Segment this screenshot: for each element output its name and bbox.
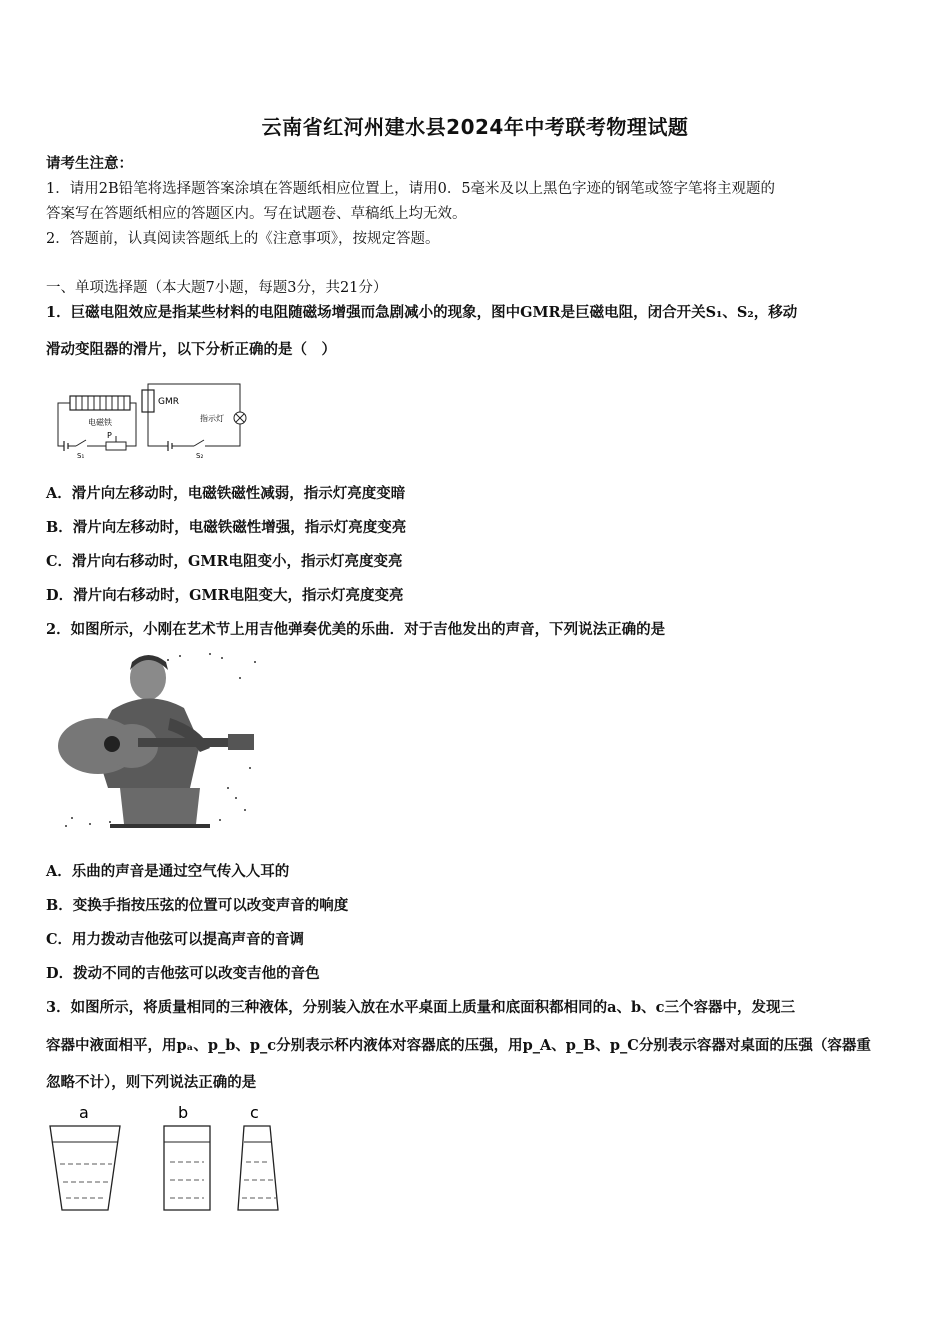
containers-figure bbox=[46, 1100, 286, 1215]
q2-option-c: C．用力拨动吉他弦可以提高声音的音调 bbox=[46, 931, 305, 948]
q1-circuit-diagram bbox=[50, 378, 260, 464]
notice-line-1: 1．请用2B铅笔将选择题答案涂填在答题纸相应位置上，请用0．5毫米及以上黑色字迹的钢笔或签字笔将主观题的 bbox=[46, 181, 776, 197]
q3-stem-line2: 容器中液面相平，用pₐ、p_b、p_c分别表示杯内液体对容器底的压强，用p_A、p_B、p_C分别表示容器对桌面的压强（容器重 bbox=[46, 1037, 871, 1054]
q2-option-b: B．变换手指按压弦的位置可以改变声音的响度 bbox=[46, 897, 349, 914]
q1-option-c: C．滑片向右移动时，GMR电阻变小，指示灯亮度变亮 bbox=[46, 553, 403, 570]
q1-option-d: D．滑片向右移动时，GMR电阻变大，指示灯亮度变亮 bbox=[46, 587, 404, 604]
gmr-label: GMR bbox=[158, 397, 179, 407]
s1-label: S₁ bbox=[77, 452, 85, 460]
notice-heading: 请考生注意： bbox=[46, 155, 133, 172]
s2-label: S₂ bbox=[196, 452, 204, 460]
container-b-label: b bbox=[178, 1103, 189, 1122]
guitar-player-image bbox=[50, 648, 262, 830]
q1-option-a: A．滑片向左移动时，电磁铁磁性减弱，指示灯亮度变暗 bbox=[46, 485, 406, 502]
page-title: 云南省红河州建水县2024年中考联考物理试题 bbox=[261, 115, 689, 139]
q1-stem-line1: 1．巨磁电阻效应是指某些材料的电阻随磁场增强而急剧减小的现象，图中GMR是巨磁电阻，闭合开关S₁、S₂，移动 bbox=[46, 304, 798, 321]
q2-option-d: D．拨动不同的吉他弦可以改变吉他的音色 bbox=[46, 965, 320, 982]
q1-stem-line2: 滑动变阻器的滑片，以下分析正确的是（ ） bbox=[46, 341, 336, 358]
q2-option-a: A．乐曲的声音是通过空气传入人耳的 bbox=[46, 863, 290, 880]
lamp-label: 指示灯 bbox=[200, 414, 224, 423]
q3-stem-line3: 忽略不计），则下列说法正确的是 bbox=[46, 1074, 257, 1091]
q2-stem: 2．如图所示，小刚在艺术节上用吉他弹奏优美的乐曲．对于吉他发出的声音，下列说法正确的是 bbox=[46, 621, 666, 638]
notice-line-1b: 答案写在答题纸相应的答题区内。写在试题卷、草稿纸上均无效。 bbox=[46, 206, 467, 222]
q3-stem-line1: 3．如图所示，将质量相同的三种液体，分别装入放在水平桌面上质量和底面积都相同的a、b、c三个容器中，发现三 bbox=[46, 999, 795, 1016]
p-label: P bbox=[107, 431, 112, 440]
q1-option-b: B．滑片向左移动时，电磁铁磁性增强，指示灯亮度变亮 bbox=[46, 519, 407, 536]
container-a-label: a bbox=[79, 1103, 89, 1122]
electromagnet-label: 电磁铁 bbox=[88, 418, 112, 427]
container-c-label: c bbox=[250, 1103, 259, 1122]
section-heading: 一、单项选择题（本大题7小题，每题3分，共21分） bbox=[46, 280, 388, 296]
notice-line-2: 2．答题前，认真阅读答题纸上的《注意事项》，按规定答题。 bbox=[46, 231, 440, 247]
